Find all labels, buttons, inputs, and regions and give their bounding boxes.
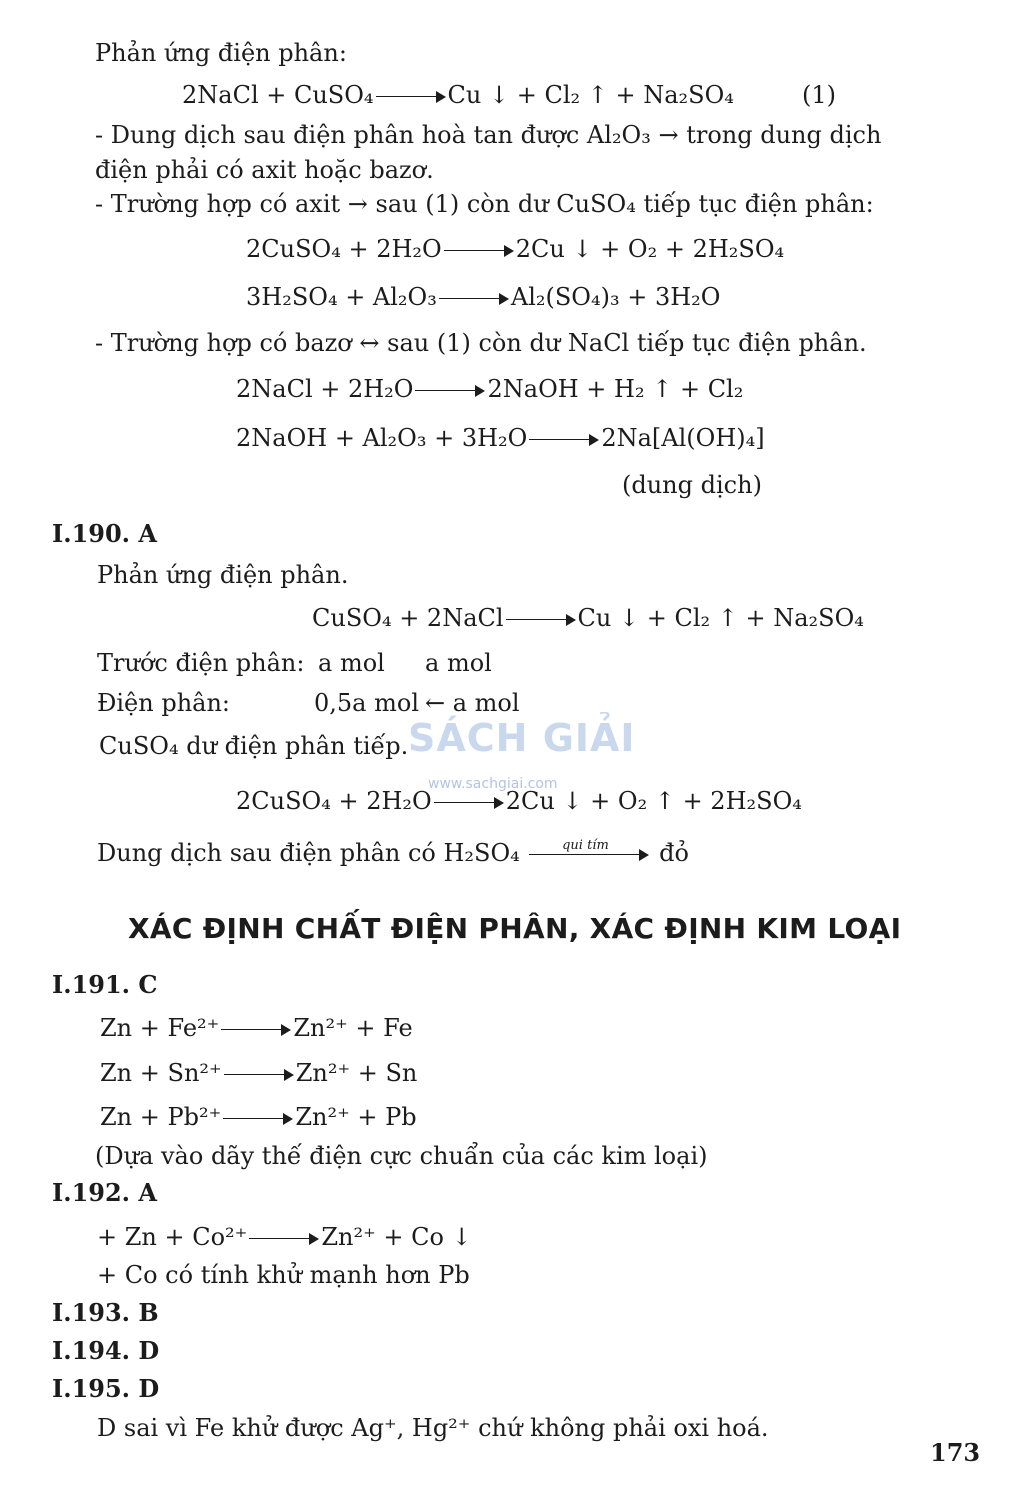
value: a mol <box>318 649 385 677</box>
intro-text: Phản ứng điện phân: <box>95 39 347 67</box>
arrow-icon <box>506 614 576 626</box>
equation-5-right: 2Na[Al(OH)₄] <box>601 424 765 452</box>
equation-1-left: 2NaCl + CuSO₄ <box>182 81 374 109</box>
equation-3-right: Al₂(SO₄)₃ + 3H₂O <box>510 283 721 311</box>
equation-6-left: CuSO₄ + 2NaCl <box>312 604 504 632</box>
paragraph-line: Phản ứng điện phân. <box>97 561 349 589</box>
equation-3 <box>246 282 720 312</box>
question-label: I.195. D <box>52 1374 160 1403</box>
paragraph-line: điện phải có axit hoặc bazơ. <box>95 156 434 184</box>
arrow-label: qui tím <box>562 837 609 853</box>
equation-4-right: 2NaOH + H₂ ↑ + Cl₂ <box>487 375 744 403</box>
equation-1-tag: (1) <box>802 81 836 109</box>
paragraph-line: D sai vì Fe khử được Ag⁺, Hg²⁺ chứ không phải oxi hoá. <box>97 1414 769 1442</box>
value: a mol <box>425 649 492 677</box>
text: đỏ <box>659 839 689 867</box>
arrow-icon <box>223 1113 293 1125</box>
question-label: I.190. A <box>52 519 158 548</box>
paragraph-line: - Dung dịch sau điện phân hoà tan được Al₂O₃ → trong dung dịch <box>95 121 882 149</box>
annotation-dung-dich: (dung dịch) <box>622 471 762 499</box>
value: 0,5a mol <box>314 689 419 717</box>
paragraph-line: + Co có tính khử mạnh hơn Pb <box>97 1261 470 1289</box>
equation-5-left: 2NaOH + Al₂O₃ + 3H₂O <box>236 424 528 452</box>
equation-z3-left: Zn + Pb²⁺ <box>100 1103 222 1131</box>
formula: H₂SO₄ <box>443 839 520 867</box>
arrow-icon <box>415 385 485 397</box>
paragraph-line: (Dựa vào dãy thế điện cực chuẩn của các kim loại) <box>95 1142 708 1170</box>
arrow-icon <box>224 1069 294 1081</box>
equation-2-left: 2CuSO₄ + 2H₂O <box>246 235 442 263</box>
equation-z4-left: + Zn + Co²⁺ <box>97 1223 248 1251</box>
equation-2 <box>246 234 784 264</box>
equation-8 <box>236 786 802 816</box>
arrow-icon <box>434 797 504 809</box>
equation-z4-right: Zn²⁺ + Co ↓ <box>321 1223 472 1251</box>
equation-z1 <box>100 1013 413 1043</box>
equation-4-left: 2NaCl + 2H₂O <box>236 375 414 403</box>
arrow-icon <box>249 1233 319 1245</box>
equation-4 <box>236 374 743 404</box>
question-label: I.194. D <box>52 1336 160 1365</box>
page-number: 173 <box>930 1438 981 1467</box>
question-label: I.193. B <box>52 1298 159 1327</box>
question-label: I.192. A <box>52 1178 158 1207</box>
text: dư điện phân tiếp. <box>186 732 409 760</box>
equation-z3 <box>100 1102 417 1132</box>
arrow-icon <box>221 1024 291 1036</box>
watermark-logo: SÁCH GIẢI <box>408 716 636 760</box>
equation-2-right: 2Cu ↓ + O₂ + 2H₂SO₄ <box>515 235 785 263</box>
arrow-icon <box>529 434 599 446</box>
formula: CuSO₄ <box>99 732 179 760</box>
arrow-icon <box>529 837 649 861</box>
equation-1 <box>182 80 734 110</box>
equation-8-right: 2Cu ↓ + O₂ ↑ + 2H₂SO₄ <box>505 787 802 815</box>
equation-z1-right: Zn²⁺ + Fe <box>293 1014 413 1042</box>
label-electrolysis: Điện phân: <box>97 689 231 717</box>
value: ← a mol <box>425 689 520 717</box>
equation-5 <box>236 423 765 453</box>
equation-6-right: Cu ↓ + Cl₂ ↑ + Na₂SO₄ <box>577 604 864 632</box>
arrow-icon <box>444 245 514 257</box>
paragraph-line: - Trường hợp có bazơ ↔ sau (1) còn dư NaCl tiếp tục điện phân. <box>95 329 867 357</box>
equation-3-left: 3H₂SO₄ + Al₂O₃ <box>246 283 437 311</box>
equation-z2-right: Zn²⁺ + Sn <box>295 1059 418 1087</box>
equation-z4 <box>97 1222 472 1252</box>
equation-z3-right: Zn²⁺ + Pb <box>295 1103 417 1131</box>
paragraph-line <box>97 838 689 868</box>
equation-z1-left: Zn + Fe²⁺ <box>100 1014 220 1042</box>
paragraph-line <box>99 731 408 761</box>
equation-1-right: Cu ↓ + Cl₂ ↑ + Na₂SO₄ <box>447 81 734 109</box>
equation-z2 <box>100 1058 417 1088</box>
question-label: I.191. C <box>52 970 158 999</box>
paragraph-line: - Trường hợp có axit → sau (1) còn dư CuSO₄ tiếp tục điện phân: <box>95 190 874 218</box>
section-heading: XÁC ĐỊNH CHẤT ĐIỆN PHÂN, XÁC ĐỊNH KIM LOẠI <box>128 912 902 945</box>
equation-8-left: 2CuSO₄ + 2H₂O <box>236 787 432 815</box>
equation-z2-left: Zn + Sn²⁺ <box>100 1059 222 1087</box>
label-before: Trước điện phân: <box>97 649 305 677</box>
arrow-icon <box>376 91 446 103</box>
equation-6 <box>312 603 864 633</box>
watermark-url: www.sachgiai.com <box>428 776 558 792</box>
arrow-icon <box>439 293 509 305</box>
text: Dung dịch sau điện phân có <box>97 839 436 867</box>
